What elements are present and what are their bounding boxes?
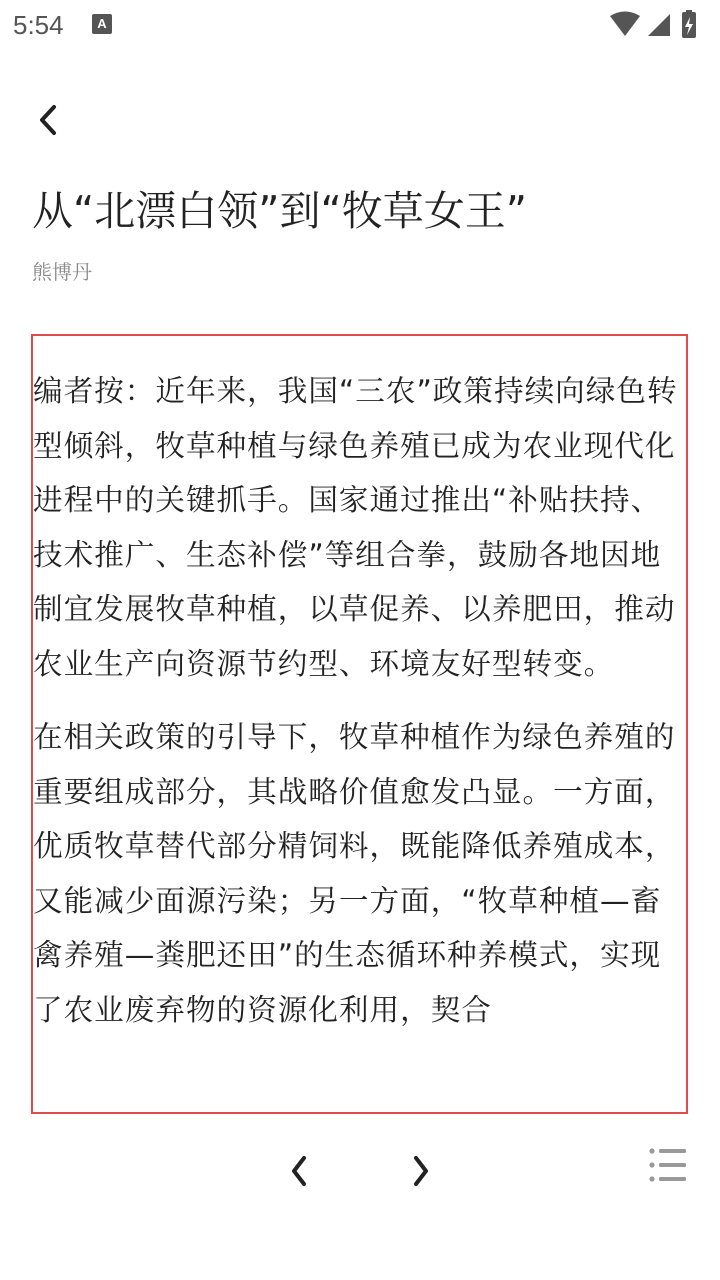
body-paragraph: 在相关政策的引导下，牧草种植作为绿色养殖的重要组成部分，其战略价值愈发凸显。一方面，优质牧草替代部分精饲料，既能降低养殖成本，又能减少面源污染；另一方面，“牧草种植—畜禽养殖—粪肥还田”的生态循环种养模式，实现了农业废弃物的资源化利用，契合 [33,720,676,1027]
system-icons [608,10,708,40]
status-time: 5:54 [13,10,64,40]
list-icon [648,1146,688,1184]
status-bar [0,0,720,50]
previous-page-button[interactable] [284,1150,316,1192]
content-fade [0,1114,720,1134]
table-of-contents-button[interactable] [648,1146,688,1184]
editor-note-paragraph: 编者按：近年来，我国“三农”政策持续向绿色转型倾斜，牧草种植与绿色养殖已成为农业现代化进程中的关键抓手。国家通过推出“补贴扶持、技术推广、生态补偿”等组合拳，鼓励各地因地制宜发展牧草种植，以草促养、以养肥田，推动农业生产向资源节约型、环境友好型转变。 [33,374,678,681]
a-notification-icon: A [92,14,112,34]
next-page-button[interactable] [404,1150,436,1192]
article-author: 熊博丹 [32,260,92,284]
cellular-signal-icon [648,14,670,36]
chevron-right-icon [404,1150,436,1192]
chevron-left-icon [284,1150,316,1192]
article-title: 从“北漂白领”到“牧草女王” [32,187,527,235]
battery-charging-icon [682,10,696,38]
chevron-left-icon [30,98,70,142]
wifi-icon [610,12,640,37]
article-content[interactable] [31,334,688,1114]
back-button[interactable] [30,98,70,142]
